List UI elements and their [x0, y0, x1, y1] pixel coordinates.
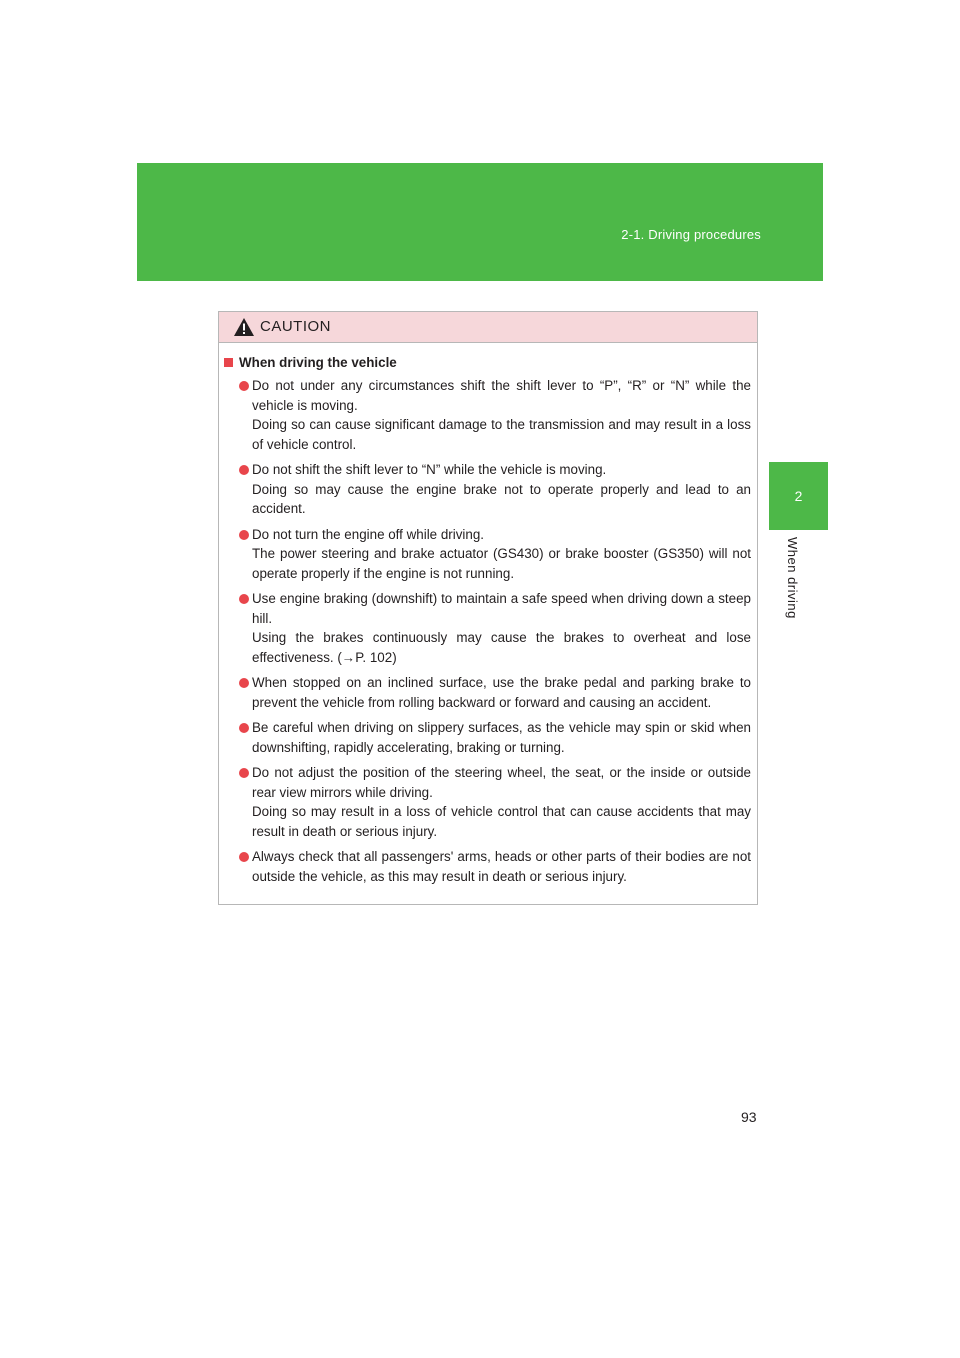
warning-triangle-icon	[233, 317, 255, 337]
caution-item-text: Do not adjust the position of the steering wheel, the seat, or the inside or outside rear view mirrors while driving.	[252, 765, 751, 800]
caution-item-text: When stopped on an inclined surface, use the brake pedal and parking brake to prevent the vehicle from rolling backward or forward and causing an accident.	[252, 675, 751, 710]
bullet-dot-icon	[239, 530, 249, 540]
caution-item-text: Doing so may cause the engine brake not to operate properly and lead to an accident.	[252, 481, 751, 516]
caution-item-text: Do not turn the engine off while driving.	[252, 526, 485, 542]
caution-title: CAUTION	[260, 318, 331, 335]
caution-item-text: Always check that all passengers' arms, heads or other parts of their bodies are not outside the vehicle, as this may result in death or serious injury.	[252, 849, 751, 884]
caution-item	[224, 376, 751, 454]
caution-item-text: The power steering and brake actuator (GS430) or brake booster (GS350) will not operate properly if the engine is not running.	[252, 546, 751, 581]
bullet-dot-icon	[239, 723, 249, 733]
caution-item-text: Using the brakes continuously may cause the brakes to overheat and lose effectiveness. (→P. 102)	[252, 630, 751, 665]
section-title: 2-1. Driving procedures	[621, 227, 761, 242]
square-bullet-icon	[224, 358, 233, 367]
bullet-dot-icon	[239, 768, 249, 778]
caution-item-text: Do not under any circumstances shift the shift lever to “P”, “R” or “N” while the vehicle is moving.	[252, 378, 751, 413]
caution-item	[224, 763, 751, 841]
caution-item	[224, 460, 751, 519]
caution-subheading-text: When driving the vehicle	[239, 355, 397, 370]
caution-item	[224, 525, 751, 584]
caution-item-text: Do not shift the shift lever to “N” while the vehicle is moving.	[252, 462, 607, 477]
caution-item	[224, 718, 751, 757]
chapter-number: 2	[794, 488, 803, 504]
caution-subheading	[224, 355, 751, 370]
caution-item	[224, 847, 751, 886]
caution-item	[224, 589, 751, 667]
caution-item-text: Doing so may result in a loss of vehicle control that can cause accidents that may result in death or serious injury.	[252, 804, 751, 839]
caution-body	[219, 343, 757, 886]
chapter-label: When driving	[785, 537, 800, 619]
header-band	[137, 163, 823, 281]
bullet-dot-icon	[239, 381, 249, 391]
caution-box	[218, 311, 758, 905]
bullet-dot-icon	[239, 852, 249, 862]
caution-header	[219, 312, 757, 343]
caution-item-text: Be careful when driving on slippery surfaces, as the vehicle may spin or skid when downshifting, rapidly accelerating, braking or turning.	[252, 720, 751, 755]
page-number: 93	[741, 1109, 757, 1125]
caution-item-text: Doing so can cause significant damage to the transmission and may result in a loss of vehicle control.	[252, 417, 751, 452]
bullet-dot-icon	[239, 465, 249, 475]
bullet-dot-icon	[239, 678, 249, 688]
caution-item	[224, 673, 751, 712]
bullet-dot-icon	[239, 594, 249, 604]
chapter-tab	[769, 462, 828, 530]
caution-list	[224, 376, 751, 886]
caution-item-text: Use engine braking (downshift) to maintain a safe speed when driving down a steep hill.	[252, 591, 751, 626]
